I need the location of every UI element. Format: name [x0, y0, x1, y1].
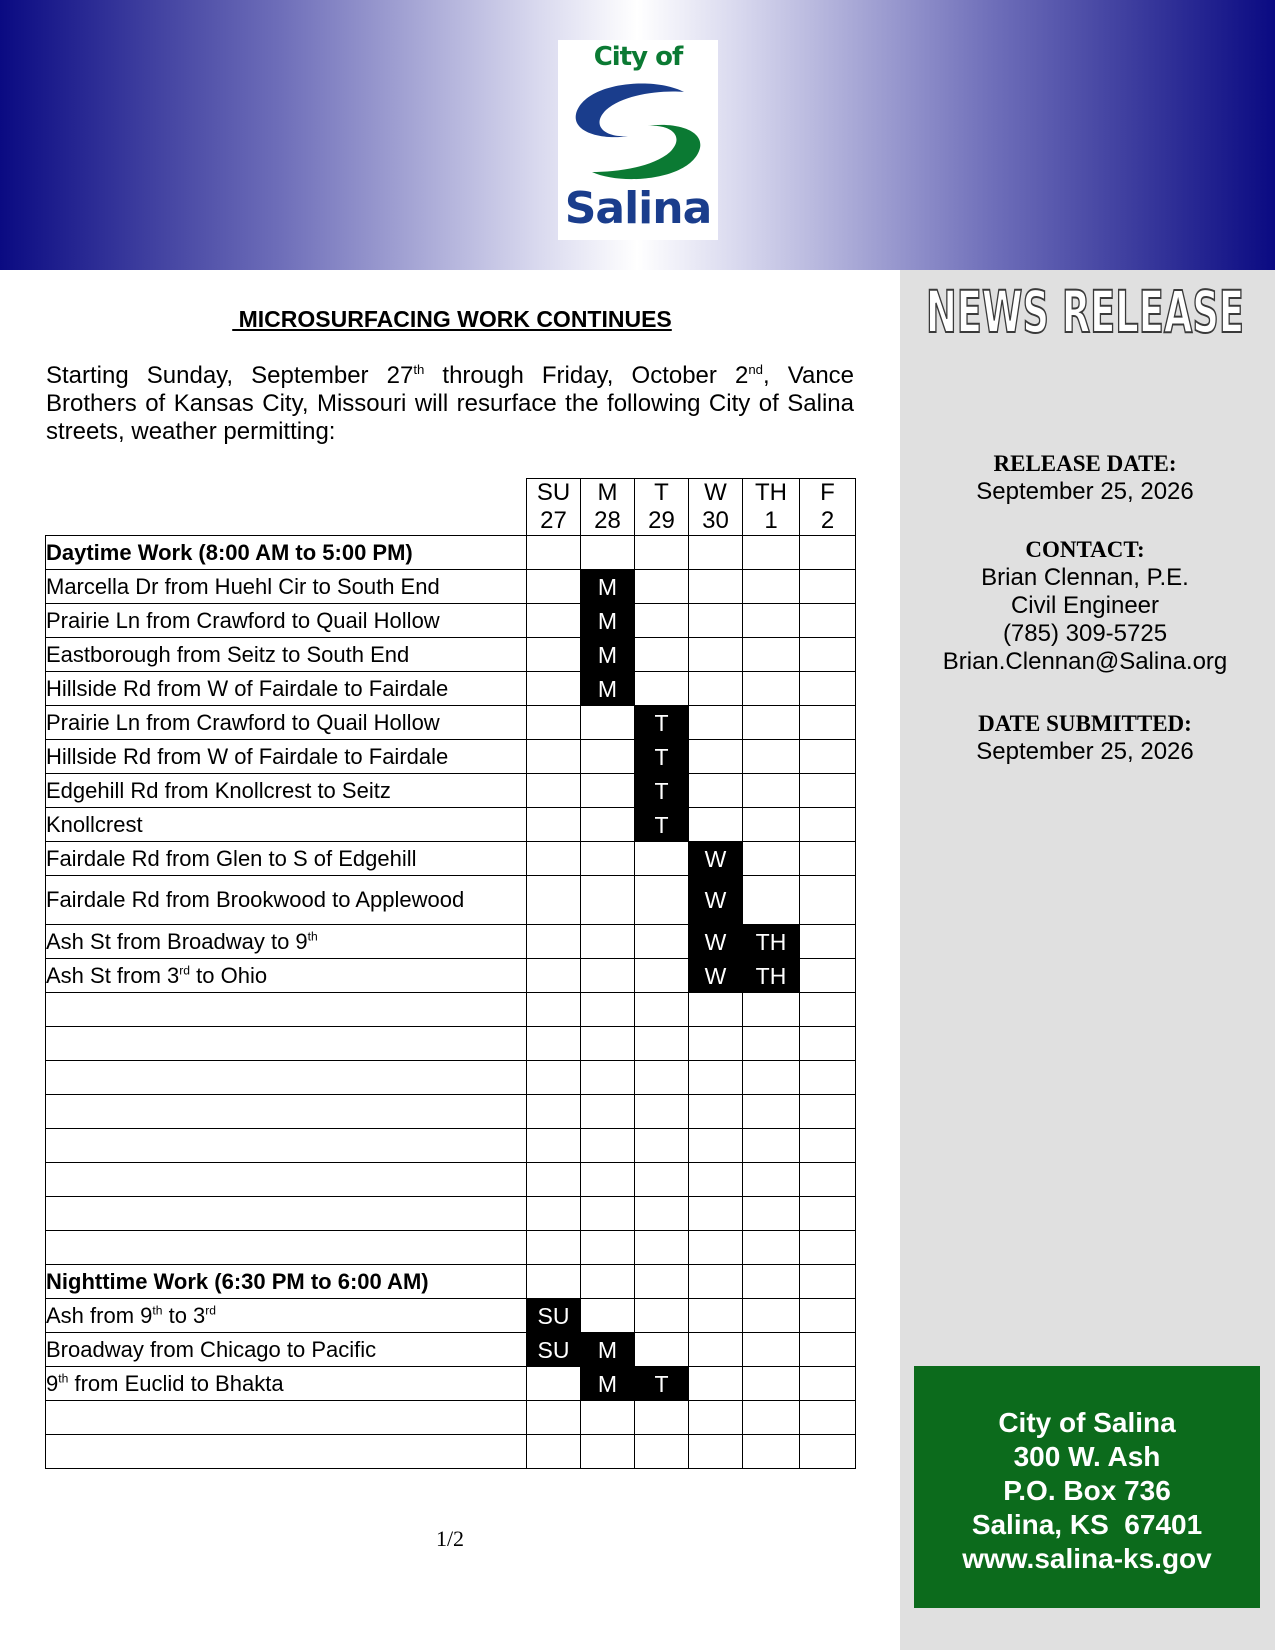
street-name-cell	[46, 1333, 527, 1367]
day-cell	[800, 706, 856, 740]
street-name: Eastborough from Seitz to South End	[46, 641, 410, 667]
day-cell	[527, 1027, 581, 1061]
day-cell	[527, 672, 581, 706]
table-row	[46, 706, 856, 740]
day-cell	[800, 1027, 856, 1061]
street-name-cell	[46, 1401, 527, 1435]
street-name-cell	[46, 672, 527, 706]
day-cell	[743, 993, 800, 1027]
street-name: Ash St from Broadway to 9	[46, 928, 308, 954]
day-cell	[689, 1129, 743, 1163]
day-cell	[527, 1231, 581, 1265]
day-cell	[689, 1095, 743, 1129]
street-name: Ash from 9	[46, 1302, 153, 1328]
day-cell	[527, 1129, 581, 1163]
day-cell	[581, 993, 635, 1027]
day-header-th	[743, 479, 800, 536]
day-cell	[527, 604, 581, 638]
day-cell	[581, 1401, 635, 1435]
day-cell	[635, 1401, 689, 1435]
day-cell	[800, 604, 856, 638]
day-cell	[800, 842, 856, 876]
day-cell	[800, 1061, 856, 1095]
day-cell	[689, 536, 743, 570]
day-cell	[743, 604, 800, 638]
work-day-mark: TH	[743, 925, 800, 959]
street-name-cell	[46, 1061, 527, 1095]
day-cell	[581, 1435, 635, 1469]
day-cell	[581, 959, 635, 993]
day-cell	[689, 1061, 743, 1095]
day-cell	[743, 672, 800, 706]
day-cell	[800, 1095, 856, 1129]
day-cell	[689, 706, 743, 740]
day-abbr: TH	[755, 479, 787, 506]
street-name-cell	[46, 570, 527, 604]
intro-sup-1: th	[413, 362, 425, 377]
day-cell	[743, 842, 800, 876]
day-cell	[581, 536, 635, 570]
address-line-1: City of Salina	[998, 1407, 1176, 1438]
schedule-table	[45, 478, 856, 1469]
day-cell	[581, 774, 635, 808]
street-name: Marcella Dr from Huehl Cir to South End	[46, 573, 440, 599]
day-cell	[635, 1333, 689, 1367]
day-cell	[743, 706, 800, 740]
empty-row	[46, 1435, 856, 1469]
street-sup: th	[58, 1371, 69, 1386]
logo-top-text: City of	[593, 42, 683, 72]
day-cell	[581, 1163, 635, 1197]
street-name-cell	[46, 876, 527, 925]
day-cell	[527, 774, 581, 808]
day-cell	[689, 1401, 743, 1435]
day-cell	[689, 1333, 743, 1367]
address-line-2: 300 W. Ash	[1013, 1441, 1161, 1472]
day-cell	[689, 774, 743, 808]
day-cell	[581, 1231, 635, 1265]
header-banner	[0, 0, 1275, 270]
day-number: 1	[764, 507, 778, 534]
street-name-cell	[46, 1197, 527, 1231]
day-cell	[743, 1231, 800, 1265]
empty-row	[46, 1129, 856, 1163]
table-row	[46, 876, 856, 925]
day-cell	[743, 1061, 800, 1095]
intro-text-3: , Vance Brothers of Kansas City, Missouri will resurface the following City of Salina streets, weather permitting:	[46, 362, 855, 445]
salina-swoosh-icon	[566, 80, 710, 184]
day-cell	[689, 1231, 743, 1265]
day-cell	[800, 638, 856, 672]
street-name: 9	[46, 1370, 59, 1396]
contact-title: Civil Engineer	[1010, 592, 1160, 619]
city-of-salina-logo	[558, 40, 718, 240]
street-name-cell	[46, 808, 527, 842]
street-name-cell	[46, 740, 527, 774]
section-heading-row	[46, 536, 856, 570]
day-cell	[689, 993, 743, 1027]
day-cell	[527, 638, 581, 672]
street-name: Prairie Ln from Crawford to Quail Hollow	[46, 607, 440, 633]
day-cell	[800, 808, 856, 842]
table-row	[46, 604, 856, 638]
day-abbr: F	[820, 479, 835, 506]
day-number: 27	[540, 507, 567, 534]
day-header-row	[46, 479, 856, 536]
day-cell	[581, 808, 635, 842]
day-cell	[689, 638, 743, 672]
day-cell	[689, 1027, 743, 1061]
day-cell	[800, 925, 856, 959]
work-day-mark: SU	[527, 1299, 581, 1333]
empty-row	[46, 993, 856, 1027]
day-cell	[635, 638, 689, 672]
street-name: Ash St from 3	[46, 962, 180, 988]
street-name: Fairdale Rd from Brookwood to Applewood	[46, 887, 465, 912]
day-header-t	[635, 479, 689, 536]
day-cell	[689, 570, 743, 604]
day-cell	[689, 740, 743, 774]
empty-row	[46, 1197, 856, 1231]
day-cell	[743, 808, 800, 842]
work-day-mark: M	[581, 672, 635, 706]
date-submitted-value: September 25, 2026	[976, 738, 1194, 765]
empty-row	[46, 1231, 856, 1265]
day-abbr: T	[654, 479, 669, 506]
table-row	[46, 842, 856, 876]
street-name-cell	[46, 1027, 527, 1061]
street-name-cont: from Euclid to Bhakta	[68, 1370, 284, 1396]
empty-row	[46, 1401, 856, 1435]
street-name-cell	[46, 1163, 527, 1197]
day-cell	[527, 536, 581, 570]
day-cell	[689, 1265, 743, 1299]
street-name: Prairie Ln from Crawford to Quail Hollow	[46, 709, 440, 735]
day-cell	[743, 876, 800, 925]
page-number: 1/2	[435, 1526, 465, 1551]
day-cell	[800, 1265, 856, 1299]
day-cell	[527, 1061, 581, 1095]
day-cell	[581, 1197, 635, 1231]
day-cell	[635, 1231, 689, 1265]
day-cell	[800, 774, 856, 808]
day-cell	[527, 1401, 581, 1435]
day-cell	[527, 925, 581, 959]
day-cell	[689, 604, 743, 638]
day-cell	[689, 672, 743, 706]
masthead-text: NEWS RELEASE	[926, 278, 1244, 346]
day-cell	[800, 1129, 856, 1163]
day-cell	[527, 842, 581, 876]
day-header-f	[800, 479, 856, 536]
street-sup: rd	[179, 963, 191, 978]
day-cell	[635, 876, 689, 925]
release-date-value: September 25, 2026	[976, 478, 1194, 505]
day-cell	[527, 1095, 581, 1129]
day-cell	[527, 993, 581, 1027]
day-cell	[635, 1027, 689, 1061]
date-submitted-block	[920, 710, 1250, 766]
day-cell	[743, 1095, 800, 1129]
table-row	[46, 672, 856, 706]
day-cell	[581, 740, 635, 774]
day-cell	[581, 842, 635, 876]
day-cell	[635, 1163, 689, 1197]
table-row	[46, 740, 856, 774]
intro-paragraph	[46, 362, 854, 446]
work-day-mark: M	[581, 638, 635, 672]
day-cell	[635, 570, 689, 604]
day-cell	[800, 1197, 856, 1231]
day-abbr: M	[597, 479, 618, 506]
day-abbr: W	[704, 479, 727, 506]
day-cell	[581, 1061, 635, 1095]
day-cell	[635, 1061, 689, 1095]
address-line-4: Salina, KS 67401	[971, 1509, 1203, 1540]
day-number: 2	[820, 507, 835, 534]
empty-row	[46, 1163, 856, 1197]
day-cell	[800, 1435, 856, 1469]
day-cell	[689, 1367, 743, 1401]
day-cell	[635, 1095, 689, 1129]
day-cell	[581, 1265, 635, 1299]
contact-label: CONTACT:	[1025, 537, 1145, 562]
street-name: Edgehill Rd from Knollcrest to Seitz	[46, 777, 391, 803]
day-cell	[581, 1129, 635, 1163]
table-row	[46, 774, 856, 808]
day-cell	[581, 706, 635, 740]
day-cell	[635, 1299, 689, 1333]
day-cell	[743, 1027, 800, 1061]
day-cell	[743, 536, 800, 570]
empty-row	[46, 1095, 856, 1129]
table-row	[46, 1367, 856, 1401]
day-cell	[527, 1265, 581, 1299]
table-row	[46, 638, 856, 672]
day-cell	[800, 1367, 856, 1401]
day-cell	[743, 1129, 800, 1163]
work-day-mark: M	[581, 1333, 635, 1367]
table-row	[46, 1333, 856, 1367]
release-title: MICROSURFACING WORK CONTINUES	[232, 306, 672, 332]
day-cell	[635, 1435, 689, 1469]
day-cell	[743, 1367, 800, 1401]
day-cell	[581, 1299, 635, 1333]
street-name-cell	[46, 774, 527, 808]
street-name: Fairdale Rd from Glen to S of Edgehill	[46, 845, 417, 871]
day-cell	[527, 876, 581, 925]
day-cell	[800, 993, 856, 1027]
street-sup-2: rd	[205, 1303, 217, 1318]
work-day-mark: T	[635, 706, 689, 740]
table-row	[46, 570, 856, 604]
intro-sup-2: nd	[748, 362, 763, 377]
release-date-label: RELEASE DATE:	[993, 451, 1177, 476]
news-release-masthead	[920, 276, 1250, 346]
day-cell	[635, 993, 689, 1027]
day-cell	[800, 1231, 856, 1265]
day-cell	[800, 1401, 856, 1435]
street-name-cell	[46, 1299, 527, 1333]
empty-row	[46, 1061, 856, 1095]
day-cell	[743, 638, 800, 672]
street-name: Knollcrest	[46, 811, 143, 837]
day-cell	[581, 925, 635, 959]
street-name-cell	[46, 638, 527, 672]
work-day-mark: W	[689, 876, 743, 925]
contact-email: Brian.Clennan@Salina.org	[942, 648, 1228, 675]
street-name-cell	[46, 842, 527, 876]
street-name-cell	[46, 959, 527, 993]
empty-row	[46, 1027, 856, 1061]
day-cell	[743, 1265, 800, 1299]
street-name-cell	[46, 993, 527, 1027]
day-cell	[527, 740, 581, 774]
work-day-mark: W	[689, 925, 743, 959]
street-sup: th	[152, 1303, 163, 1318]
street-name-cont: to 3	[162, 1302, 206, 1328]
section-heading: Daytime Work (8:00 AM to 5:00 PM)	[46, 536, 527, 570]
address-box	[914, 1366, 1260, 1608]
day-cell	[743, 1197, 800, 1231]
day-cell	[527, 570, 581, 604]
street-name-cell	[46, 1367, 527, 1401]
work-day-mark: T	[635, 740, 689, 774]
work-day-mark: T	[635, 1367, 689, 1401]
day-cell	[743, 1163, 800, 1197]
day-cell	[635, 1197, 689, 1231]
street-name: Broadway from Chicago to Pacific	[46, 1336, 377, 1362]
day-cell	[689, 1435, 743, 1469]
day-cell	[581, 1095, 635, 1129]
day-cell	[635, 1129, 689, 1163]
day-cell	[527, 959, 581, 993]
day-cell	[581, 876, 635, 925]
day-cell	[527, 1367, 581, 1401]
day-cell	[800, 570, 856, 604]
logo-bottom-text: Salina	[564, 183, 712, 234]
table-row	[46, 925, 856, 959]
section-heading-row	[46, 1265, 856, 1299]
address-line-3: P.O. Box 736	[1003, 1475, 1171, 1506]
day-cell	[635, 536, 689, 570]
work-day-mark: T	[635, 808, 689, 842]
day-cell	[635, 604, 689, 638]
address-website-link[interactable]: www.salina-ks.gov	[962, 1543, 1212, 1574]
day-cell	[527, 1163, 581, 1197]
intro-text-1: Starting Sunday, September 27	[46, 362, 414, 389]
day-cell	[743, 1299, 800, 1333]
day-cell	[743, 1333, 800, 1367]
day-cell	[743, 570, 800, 604]
day-cell	[527, 1435, 581, 1469]
day-abbr: SU	[536, 479, 571, 506]
contact-block	[920, 536, 1250, 676]
day-cell	[527, 808, 581, 842]
work-day-mark: TH	[743, 959, 800, 993]
day-cell	[689, 1197, 743, 1231]
release-date-block	[920, 450, 1250, 506]
day-cell	[689, 1299, 743, 1333]
day-cell	[743, 1401, 800, 1435]
work-day-mark: W	[689, 842, 743, 876]
work-day-mark: M	[581, 1367, 635, 1401]
table-row	[46, 808, 856, 842]
day-number: 30	[702, 507, 729, 534]
work-day-mark: M	[581, 570, 635, 604]
header-spacer-cell	[46, 479, 527, 536]
work-day-mark: W	[689, 959, 743, 993]
street-sup: th	[307, 929, 318, 944]
day-cell	[800, 1299, 856, 1333]
street-name-cell	[46, 925, 527, 959]
day-number: 28	[594, 507, 621, 534]
work-day-mark: SU	[527, 1333, 581, 1367]
section-heading: Nighttime Work (6:30 PM to 6:00 AM)	[46, 1265, 527, 1299]
day-cell	[800, 876, 856, 925]
street-name-cont: to Ohio	[190, 962, 268, 988]
work-day-mark: M	[581, 604, 635, 638]
day-cell	[743, 1435, 800, 1469]
street-name-cell	[46, 1231, 527, 1265]
street-name-cell	[46, 1435, 527, 1469]
contact-phone: (785) 309-5725	[1002, 620, 1168, 647]
day-cell	[743, 740, 800, 774]
day-cell	[527, 1197, 581, 1231]
day-cell	[635, 672, 689, 706]
street-name: Hillside Rd from W of Fairdale to Fairdale	[46, 743, 449, 769]
table-row	[46, 1299, 856, 1333]
street-name-cell	[46, 706, 527, 740]
day-header-su	[527, 479, 581, 536]
contact-name: Brian Clennan, P.E.	[981, 564, 1189, 591]
day-cell	[581, 1027, 635, 1061]
street-name: Hillside Rd from W of Fairdale to Fairdale	[46, 675, 449, 701]
day-cell	[800, 1333, 856, 1367]
day-cell	[689, 808, 743, 842]
day-header-w	[689, 479, 743, 536]
work-day-mark: T	[635, 774, 689, 808]
street-name-cell	[46, 1095, 527, 1129]
day-number: 29	[648, 507, 675, 534]
day-cell	[689, 1163, 743, 1197]
day-header-m	[581, 479, 635, 536]
day-cell	[743, 774, 800, 808]
day-cell	[635, 925, 689, 959]
day-cell	[635, 1265, 689, 1299]
day-cell	[800, 959, 856, 993]
intro-text-2: through Friday, October 2	[424, 362, 749, 389]
day-cell	[800, 740, 856, 774]
day-cell	[527, 706, 581, 740]
day-cell	[800, 536, 856, 570]
day-cell	[635, 959, 689, 993]
day-cell	[635, 842, 689, 876]
table-row	[46, 959, 856, 993]
street-name-cell	[46, 1129, 527, 1163]
street-name-cell	[46, 604, 527, 638]
day-cell	[800, 672, 856, 706]
date-submitted-label: DATE SUBMITTED:	[978, 711, 1192, 736]
day-cell	[800, 1163, 856, 1197]
